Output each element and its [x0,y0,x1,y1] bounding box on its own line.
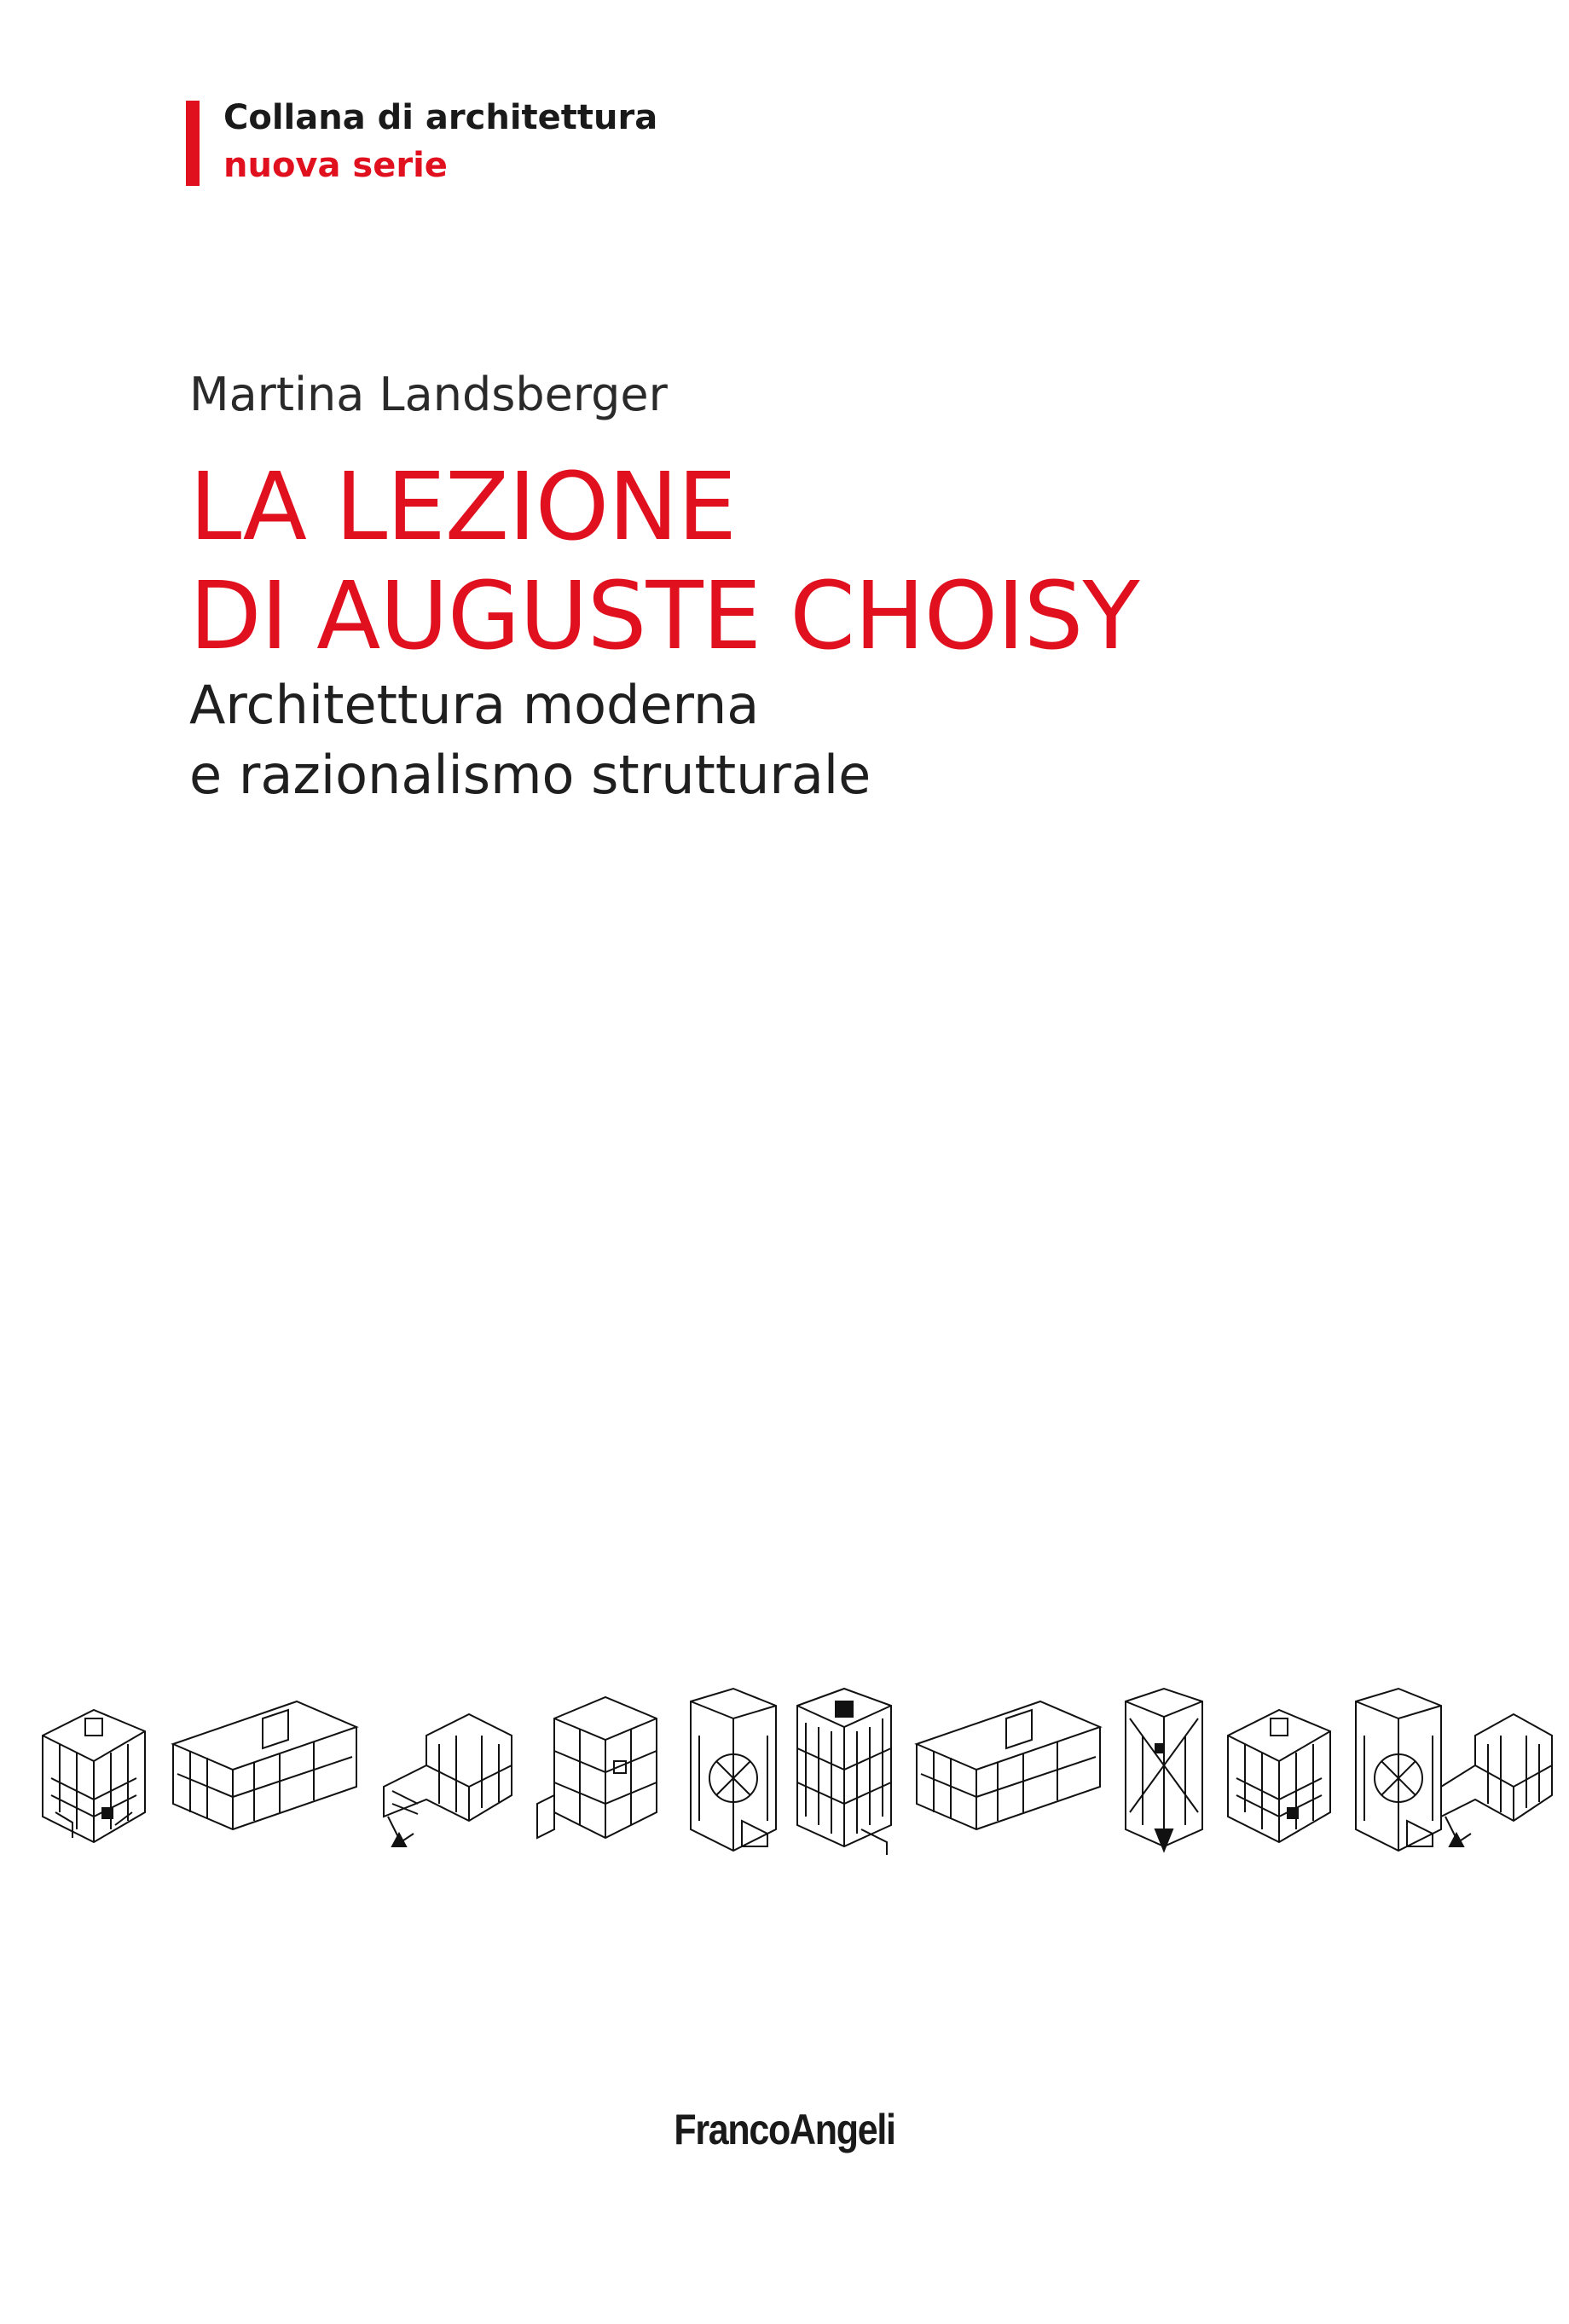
axonometric-drawing-icon [1441,1714,1552,1846]
axonometric-drawing-icon [384,1714,512,1846]
book-title-line-1: LA LEZIONE [189,452,736,561]
book-subtitle-line-2: e razionalismo strutturale [189,744,871,806]
series-accent-bar [186,101,200,186]
publisher-logo: FrancoAngeli [674,2106,895,2153]
book-title-line-2: DI AUGUSTE CHOISY [189,561,1139,670]
axonometric-drawing-icon [537,1697,657,1838]
axonometric-drawing-icon [1228,1710,1330,1842]
axonometric-drawing-icon [1126,1689,1202,1851]
book-subtitle [189,670,871,810]
axonometric-drawing-icon [691,1689,776,1851]
book-title [189,452,1139,670]
axonometric-drawing-icon [797,1689,891,1855]
series-name: Collana di architettura [223,98,658,137]
axonometric-drawing-icon [1356,1689,1441,1851]
book-subtitle-line-1: Architettura moderna [189,674,760,736]
axonometric-drawing-icon [917,1701,1100,1829]
author-name: Martina Landsberger [189,368,668,421]
axonometric-drawing-icon [173,1701,356,1829]
axonometric-drawing-icon [43,1710,145,1842]
series-subtitle: nuova serie [223,146,448,185]
axonometric-drawings-strip [34,1684,1560,1872]
